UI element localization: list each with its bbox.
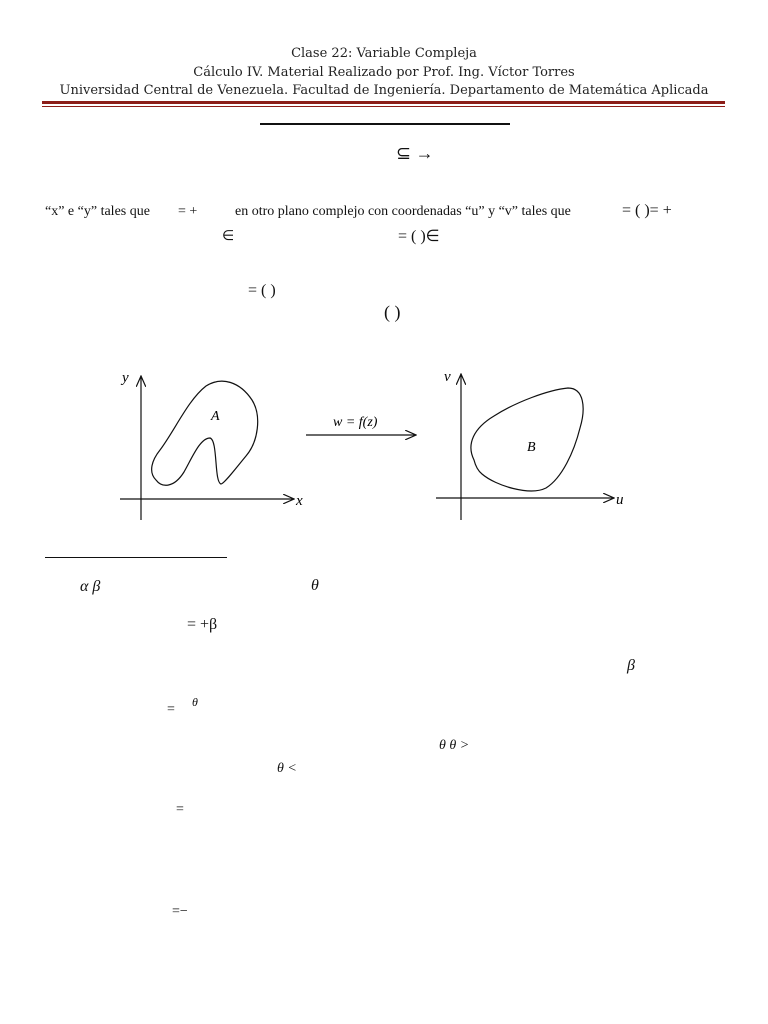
header-rule-thin — [42, 106, 725, 107]
region-a-label: A — [211, 409, 220, 424]
region-b-label: B — [527, 440, 536, 455]
w-plane-axes — [436, 374, 614, 520]
header-title: Clase 22: Variable Compleja — [291, 46, 477, 61]
region-a-shape — [152, 381, 258, 485]
text-otro-plano: en otro plano complejo con coordenadas “u” y “v” tales que — [235, 204, 571, 219]
equation-w-fz: = ( ) — [248, 282, 276, 299]
exponent-theta: θ — [192, 695, 198, 709]
equation-w: = ( )= + — [622, 202, 672, 219]
parentheses: ( ) — [384, 302, 401, 322]
mapping-figure — [0, 360, 768, 560]
beta-symbol: β — [627, 657, 635, 674]
x-axis-label: x — [296, 493, 303, 509]
alpha-beta-symbols: α β — [80, 578, 101, 595]
subset-arrow-symbols: ⊆ → — [396, 143, 434, 163]
equation-exponential: = — [167, 702, 175, 717]
header-rule-thick — [42, 101, 725, 104]
u-axis-label: u — [616, 492, 624, 508]
v-axis-label: v — [444, 369, 451, 385]
equation-plus-beta: = +β — [187, 616, 218, 633]
membership-symbol-1: ∈ — [222, 229, 235, 244]
equation-z: = + — [178, 204, 198, 219]
equation-equals-minus: =− — [172, 904, 188, 919]
theta-less-than: θ < — [277, 761, 297, 776]
membership-symbol-2: = ( )∈ — [398, 228, 440, 245]
section-title-underline — [260, 123, 510, 125]
theta-symbol: θ — [311, 577, 319, 594]
mapping-label: w = f(z) — [333, 415, 378, 430]
text-xy-tales-que: “x” e “y” tales que — [45, 204, 150, 219]
z-plane-axes — [120, 376, 294, 520]
equation-equals: = — [176, 802, 184, 817]
theta-greater-than: θ θ > — [439, 738, 470, 753]
section-2-underline — [45, 557, 227, 558]
y-axis-label: y — [122, 370, 129, 386]
header-course: Cálculo IV. Material Realizado por Prof. Ing. Víctor Torres — [193, 65, 575, 80]
header-institution: Universidad Central de Venezuela. Facultad de Ingeniería. Departamento de Matemática Aplicada — [59, 83, 709, 98]
